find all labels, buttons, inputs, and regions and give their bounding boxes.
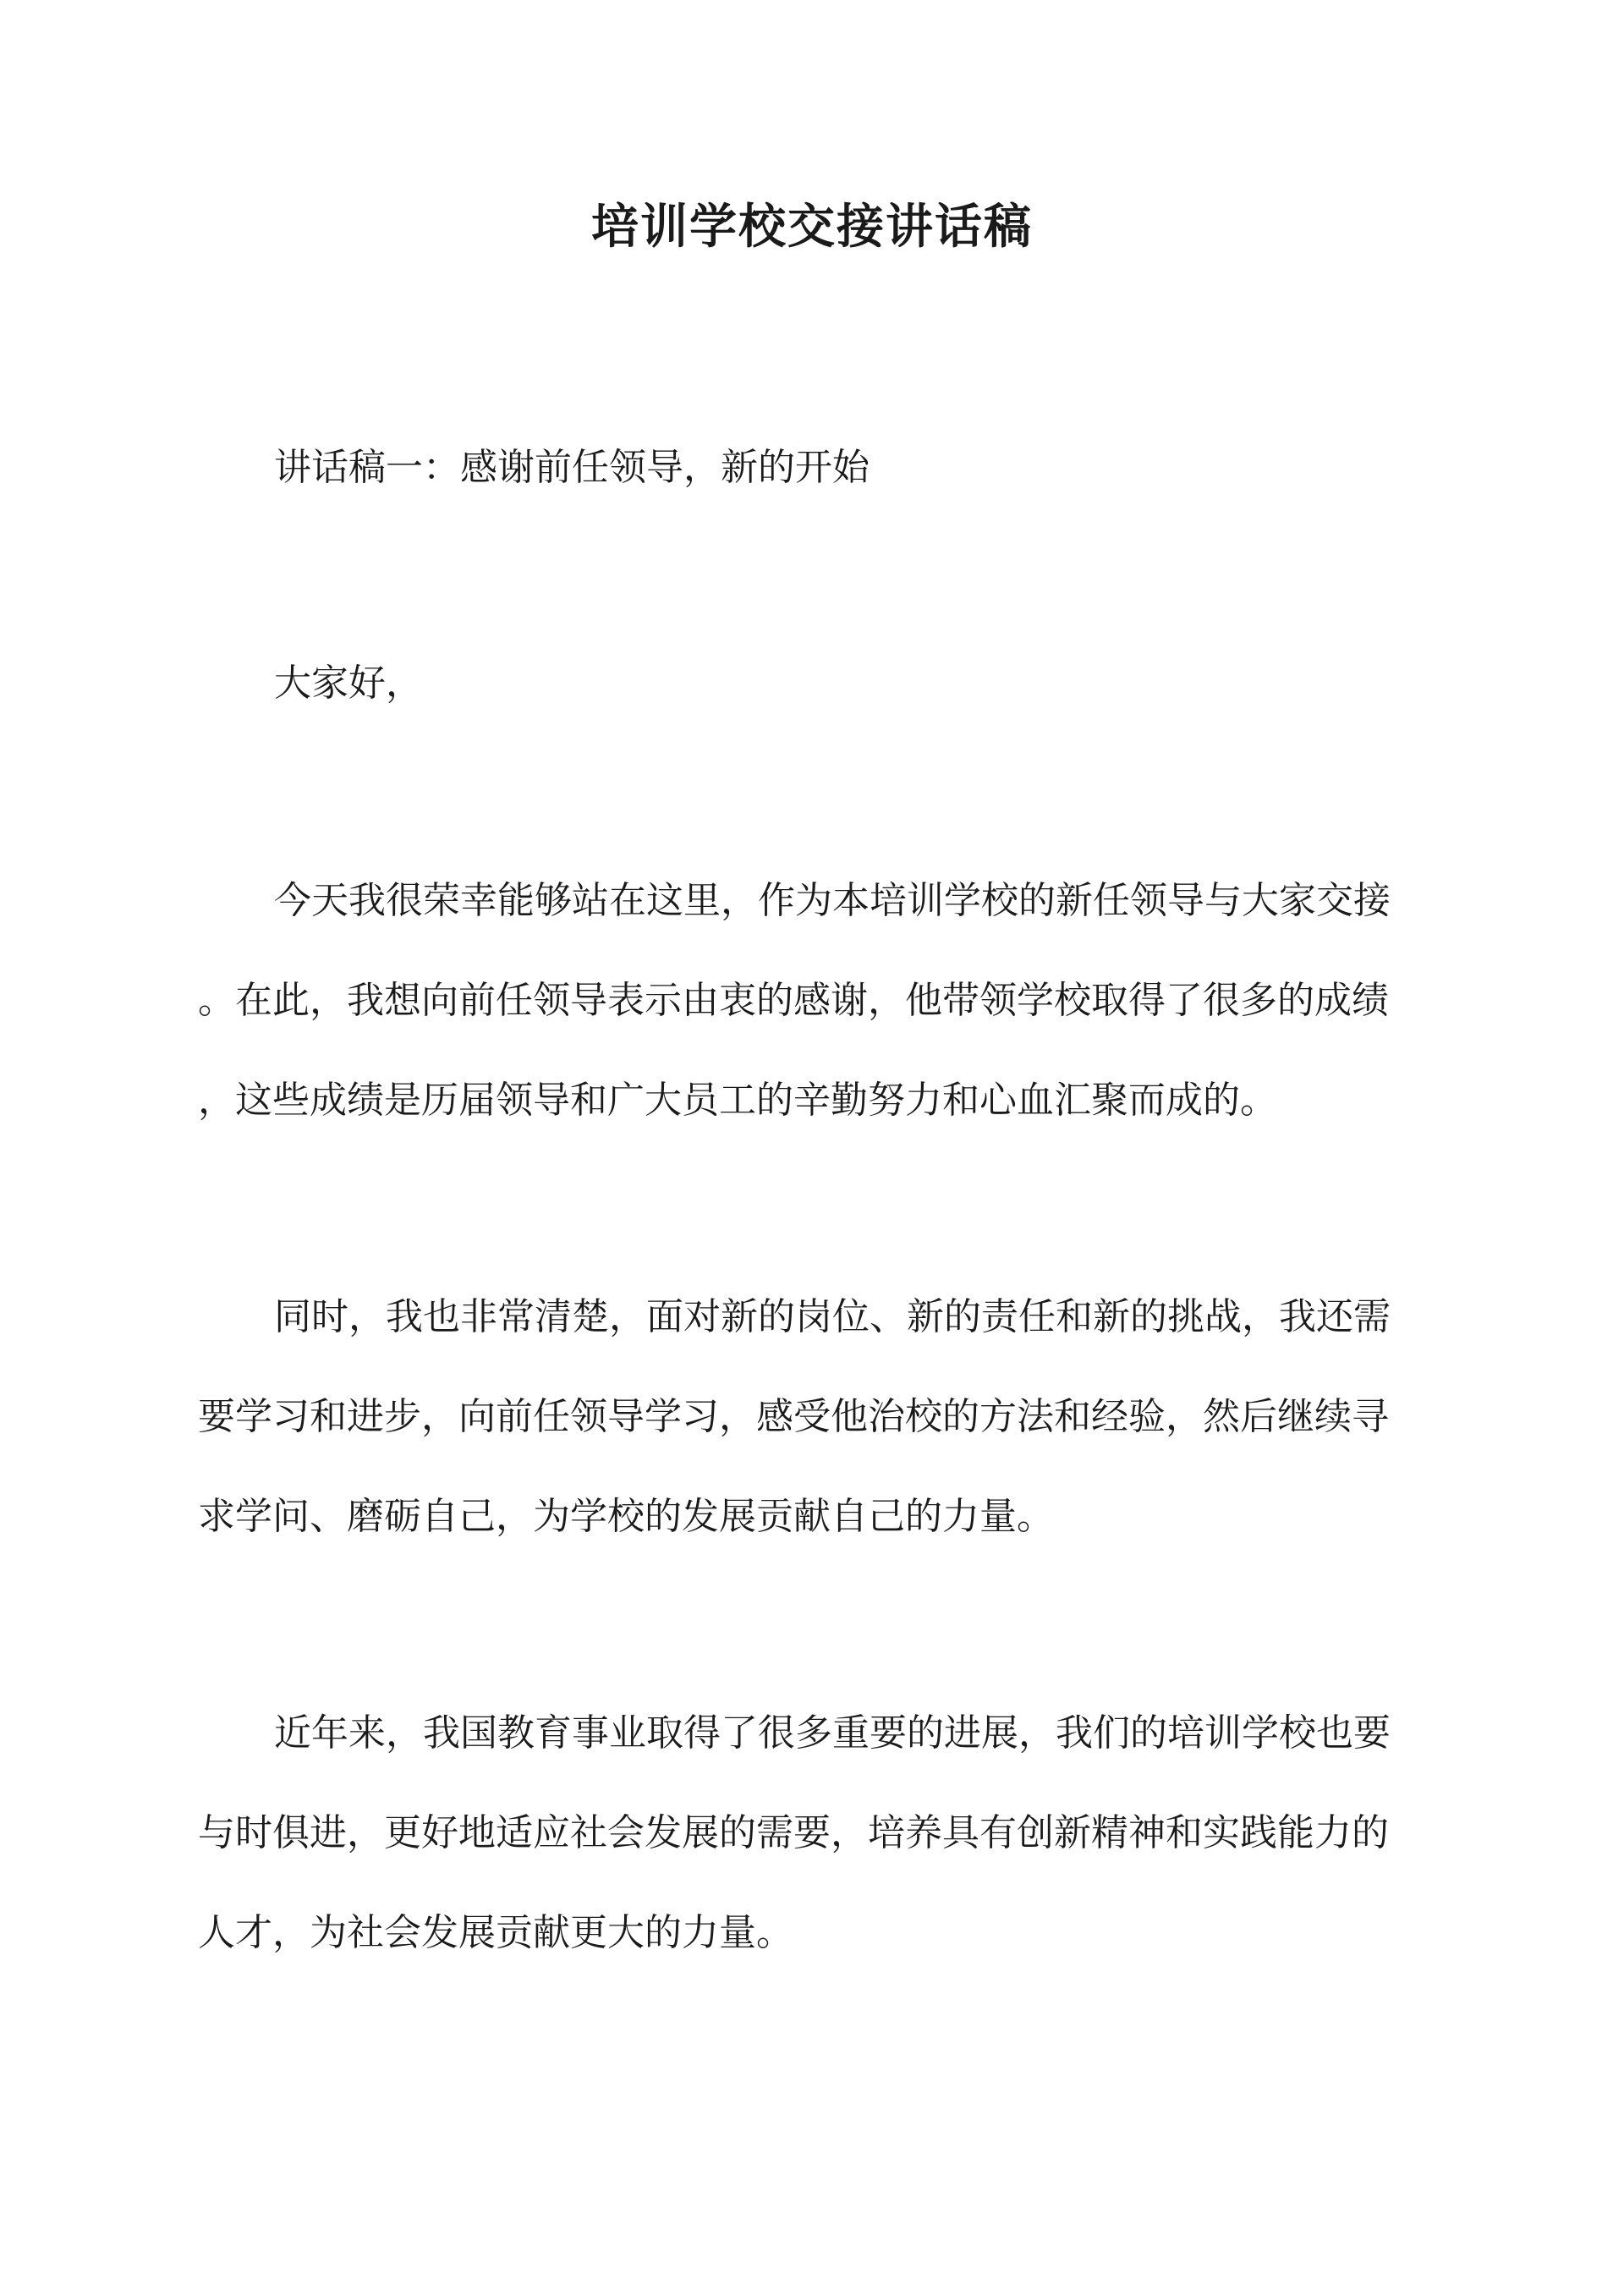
paragraph-line: 今天我很荣幸能够站在这里，作为本培训学校的新任领导与大家交接 xyxy=(274,879,1391,922)
paragraph-line: 同时，我也非常清楚，面对新的岗位、新的责任和新的挑战，我还需 xyxy=(274,1295,1391,1338)
paragraph-line: 要学习和进步，向前任领导学习，感受他治校的方法和经验，然后继续寻 xyxy=(198,1395,1389,1438)
section-heading: 讲话稿一：感谢前任领导，新的开始 xyxy=(274,446,870,489)
paragraph-line: ，这些成绩是历届领导和广大员工的辛勤努力和心血汇聚而成的。 xyxy=(198,1079,1277,1122)
paragraph-line: 。在此，我想向前任领导表示由衷的感谢，他带领学校取得了很多的成绩 xyxy=(198,979,1389,1022)
greeting: 大家好， xyxy=(274,662,423,705)
paragraph-line: 求学问、磨砺自己，为学校的发展贡献自己的力量。 xyxy=(198,1495,1054,1538)
document-title: 培训学校交接讲话稿 xyxy=(591,199,1033,255)
paragraph-line: 人才，为社会发展贡献更大的力量。 xyxy=(198,1911,793,1954)
paragraph-line: 近年来，我国教育事业取得了很多重要的进展，我们的培训学校也要 xyxy=(274,1711,1391,1755)
paragraph-line: 与时俱进，更好地适应社会发展的需要，培养具有创新精神和实践能力的 xyxy=(198,1811,1389,1854)
